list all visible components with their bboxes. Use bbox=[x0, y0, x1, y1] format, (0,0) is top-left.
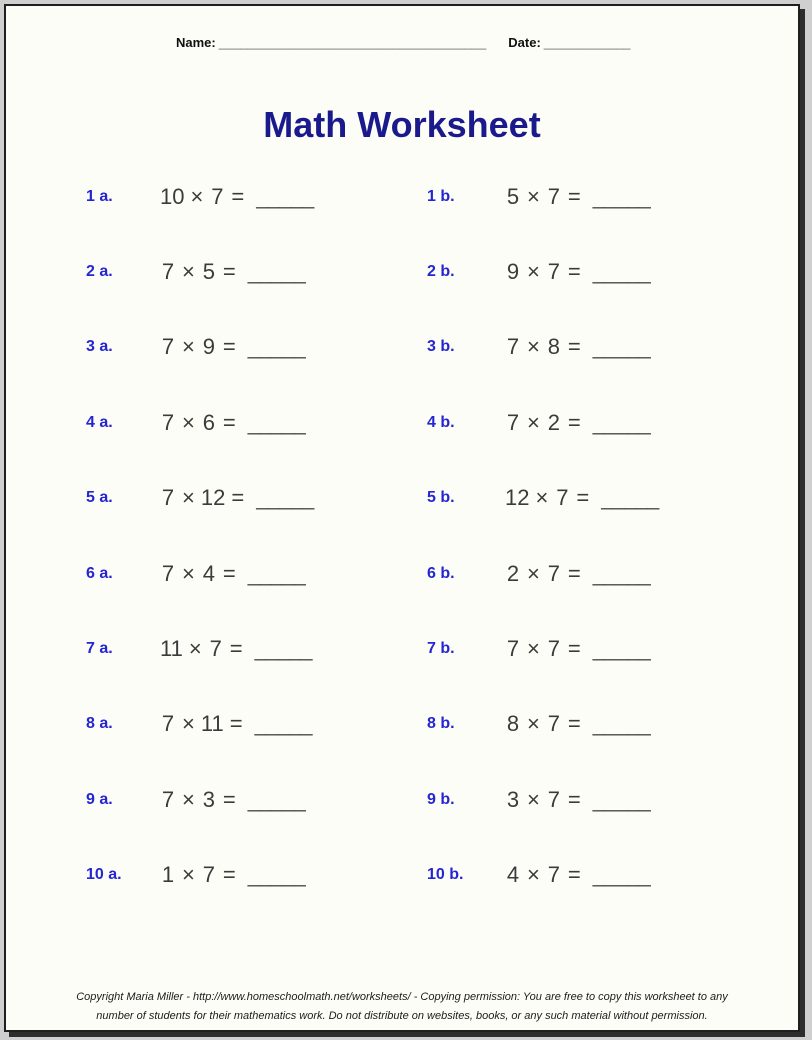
equals-sign: = bbox=[229, 636, 243, 662]
answer-blank: _____ bbox=[247, 259, 305, 285]
times-sign: × bbox=[527, 711, 540, 737]
problem-label: 1 a. bbox=[86, 187, 113, 205]
answer-blank: _____ bbox=[592, 334, 650, 360]
problem-label: 6 a. bbox=[86, 564, 113, 582]
equals-sign: = bbox=[567, 183, 581, 209]
problem-expression bbox=[505, 259, 650, 285]
factor-1: 5 bbox=[506, 183, 520, 209]
answer-blank: _____ bbox=[247, 862, 305, 888]
problem-expression bbox=[505, 334, 650, 360]
problem-row bbox=[6, 611, 798, 686]
factor-1: 7 bbox=[161, 259, 175, 285]
times-sign: × bbox=[527, 334, 540, 360]
factor-2: 7 bbox=[556, 485, 569, 511]
answer-blank: _____ bbox=[592, 636, 650, 662]
factor-1: 11 bbox=[160, 636, 183, 662]
problem-expression bbox=[505, 410, 650, 436]
problem-expression bbox=[160, 561, 305, 587]
problem-row bbox=[6, 310, 798, 385]
problem-row bbox=[6, 159, 798, 234]
factor-2: 8 bbox=[547, 334, 560, 360]
problem-expression bbox=[160, 259, 305, 285]
equals-sign: = bbox=[222, 409, 236, 435]
equals-sign: = bbox=[576, 485, 590, 511]
answer-blank: _____ bbox=[247, 334, 305, 360]
problem-row bbox=[6, 234, 798, 309]
factor-1: 9 bbox=[506, 259, 520, 285]
factor-1: 7 bbox=[161, 334, 175, 360]
times-sign: × bbox=[188, 636, 202, 662]
problem-label: 2 b. bbox=[427, 263, 455, 281]
problem-label: 3 b. bbox=[427, 338, 455, 356]
factor-1: 7 bbox=[161, 409, 175, 435]
problem-label: 10 b. bbox=[427, 866, 464, 884]
times-sign: × bbox=[182, 711, 195, 737]
problem-label: 5 b. bbox=[427, 489, 455, 507]
equals-sign: = bbox=[567, 711, 581, 737]
factor-1: 10 bbox=[160, 183, 185, 209]
problem-label: 7 b. bbox=[427, 640, 455, 658]
problem-row bbox=[6, 838, 798, 913]
answer-blank: _____ bbox=[254, 711, 312, 737]
equals-sign: = bbox=[567, 334, 581, 360]
factor-2: 7 bbox=[209, 636, 222, 662]
problem-expression bbox=[505, 636, 650, 662]
equals-sign: = bbox=[567, 786, 581, 812]
times-sign: × bbox=[182, 409, 195, 435]
factor-2: 7 bbox=[547, 259, 560, 285]
equals-sign: = bbox=[231, 183, 245, 209]
factor-2: 7 bbox=[202, 862, 215, 888]
factor-1: 1 bbox=[161, 862, 175, 888]
problem-expression bbox=[160, 184, 313, 210]
equals-sign: = bbox=[229, 711, 243, 737]
problem-expression bbox=[505, 184, 650, 210]
problem-label: 1 b. bbox=[427, 187, 455, 205]
factor-1: 7 bbox=[506, 334, 520, 360]
equals-sign: = bbox=[222, 259, 236, 285]
problem-expression bbox=[160, 485, 313, 511]
problem-row bbox=[6, 461, 798, 536]
factor-2: 7 bbox=[547, 711, 560, 737]
equals-sign: = bbox=[222, 862, 236, 888]
factor-2: 5 bbox=[202, 259, 215, 285]
answer-blank: _____ bbox=[592, 560, 650, 586]
name-label: Name: bbox=[176, 35, 216, 50]
equals-sign: = bbox=[231, 485, 245, 511]
factor-1: 7 bbox=[161, 485, 175, 511]
factor-2: 7 bbox=[211, 183, 224, 209]
equals-sign: = bbox=[222, 786, 236, 812]
answer-blank: _____ bbox=[592, 183, 650, 209]
problem-expression bbox=[160, 410, 305, 436]
name-date-row bbox=[176, 35, 631, 50]
problem-label: 9 a. bbox=[86, 790, 113, 808]
problem-expression bbox=[505, 711, 650, 737]
times-sign: × bbox=[535, 485, 549, 511]
answer-blank: _____ bbox=[592, 259, 650, 285]
answer-blank: _____ bbox=[592, 862, 650, 888]
answer-blank: _____ bbox=[592, 786, 650, 812]
equals-sign: = bbox=[567, 259, 581, 285]
times-sign: × bbox=[527, 636, 540, 662]
times-sign: × bbox=[182, 485, 195, 511]
problem-label: 6 b. bbox=[427, 564, 455, 582]
problem-row bbox=[6, 536, 798, 611]
times-sign: × bbox=[527, 409, 540, 435]
times-sign: × bbox=[527, 862, 540, 888]
factor-1: 12 bbox=[505, 485, 530, 511]
factor-2: 7 bbox=[547, 183, 560, 209]
answer-blank: _____ bbox=[247, 786, 305, 812]
equals-sign: = bbox=[567, 560, 581, 586]
answer-blank: _____ bbox=[592, 711, 650, 737]
times-sign: × bbox=[527, 183, 540, 209]
times-sign: × bbox=[527, 560, 540, 586]
problems-grid bbox=[6, 159, 798, 913]
problem-label: 4 b. bbox=[427, 413, 455, 431]
problem-expression bbox=[160, 787, 305, 813]
equals-sign: = bbox=[567, 409, 581, 435]
problem-expression bbox=[505, 787, 650, 813]
problem-expression bbox=[505, 485, 658, 511]
copyright-line-2: number of students for their mathematics work. Do not distribute on websites, books, or any such material without permission. bbox=[96, 1010, 708, 1022]
copyright-footer bbox=[6, 988, 798, 1026]
problem-label: 8 b. bbox=[427, 715, 455, 733]
factor-1: 8 bbox=[506, 711, 520, 737]
factor-2: 3 bbox=[202, 786, 215, 812]
factor-2: 7 bbox=[547, 786, 560, 812]
problem-expression bbox=[160, 334, 305, 360]
times-sign: × bbox=[190, 183, 204, 209]
problem-expression bbox=[160, 862, 305, 888]
problem-label: 3 a. bbox=[86, 338, 113, 356]
factor-1: 2 bbox=[506, 560, 520, 586]
equals-sign: = bbox=[567, 862, 581, 888]
problem-label: 2 a. bbox=[86, 263, 113, 281]
problem-expression bbox=[160, 711, 312, 737]
factor-1: 3 bbox=[506, 786, 520, 812]
factor-1: 7 bbox=[161, 786, 175, 812]
problem-expression bbox=[505, 561, 650, 587]
times-sign: × bbox=[182, 560, 195, 586]
problem-label: 9 b. bbox=[427, 790, 455, 808]
problem-label: 8 a. bbox=[86, 715, 113, 733]
problem-row bbox=[6, 385, 798, 460]
times-sign: × bbox=[527, 259, 540, 285]
factor-2: 12 bbox=[200, 485, 226, 511]
factor-2: 4 bbox=[202, 560, 215, 586]
answer-blank: _____ bbox=[254, 636, 312, 662]
times-sign: × bbox=[527, 786, 540, 812]
factor-2: 11 bbox=[200, 711, 224, 737]
date-label: Date: bbox=[508, 35, 541, 50]
times-sign: × bbox=[182, 259, 195, 285]
factor-2: 9 bbox=[202, 334, 215, 360]
problem-row bbox=[6, 762, 798, 837]
equals-sign: = bbox=[222, 334, 236, 360]
problem-expression bbox=[505, 862, 650, 888]
times-sign: × bbox=[182, 334, 195, 360]
times-sign: × bbox=[182, 786, 195, 812]
problem-label: 4 a. bbox=[86, 413, 113, 431]
answer-blank: _____ bbox=[256, 485, 314, 511]
factor-2: 6 bbox=[202, 409, 215, 435]
problem-label: 5 a. bbox=[86, 489, 113, 507]
date-line: ____________ bbox=[543, 35, 631, 50]
answer-blank: _____ bbox=[247, 409, 305, 435]
worksheet-content bbox=[6, 6, 798, 1030]
equals-sign: = bbox=[222, 560, 236, 586]
answer-blank: _____ bbox=[592, 409, 650, 435]
worksheet-page bbox=[4, 4, 800, 1032]
factor-1: 7 bbox=[161, 560, 175, 586]
problem-row bbox=[6, 687, 798, 762]
factor-2: 2 bbox=[547, 409, 560, 435]
problem-label: 10 a. bbox=[86, 866, 122, 884]
factor-2: 7 bbox=[547, 862, 560, 888]
copyright-line-1: Copyright Maria Miller - http://www.homeschoolmath.net/worksheets/ - Copying permission: You are free to copy this worksheet to any bbox=[76, 991, 728, 1003]
equals-sign: = bbox=[567, 636, 581, 662]
answer-blank: _____ bbox=[601, 485, 659, 511]
problem-label: 7 a. bbox=[86, 640, 113, 658]
answer-blank: _____ bbox=[247, 560, 305, 586]
factor-2: 7 bbox=[547, 560, 560, 586]
name-line: _____________________________________ bbox=[218, 35, 487, 50]
factor-1: 7 bbox=[161, 711, 175, 737]
factor-1: 7 bbox=[506, 409, 520, 435]
factor-1: 4 bbox=[506, 862, 520, 888]
page-title: Math Worksheet bbox=[263, 104, 541, 145]
times-sign: × bbox=[182, 862, 195, 888]
factor-1: 7 bbox=[506, 636, 520, 662]
factor-2: 7 bbox=[547, 636, 560, 662]
answer-blank: _____ bbox=[256, 183, 314, 209]
problem-expression bbox=[160, 636, 312, 662]
